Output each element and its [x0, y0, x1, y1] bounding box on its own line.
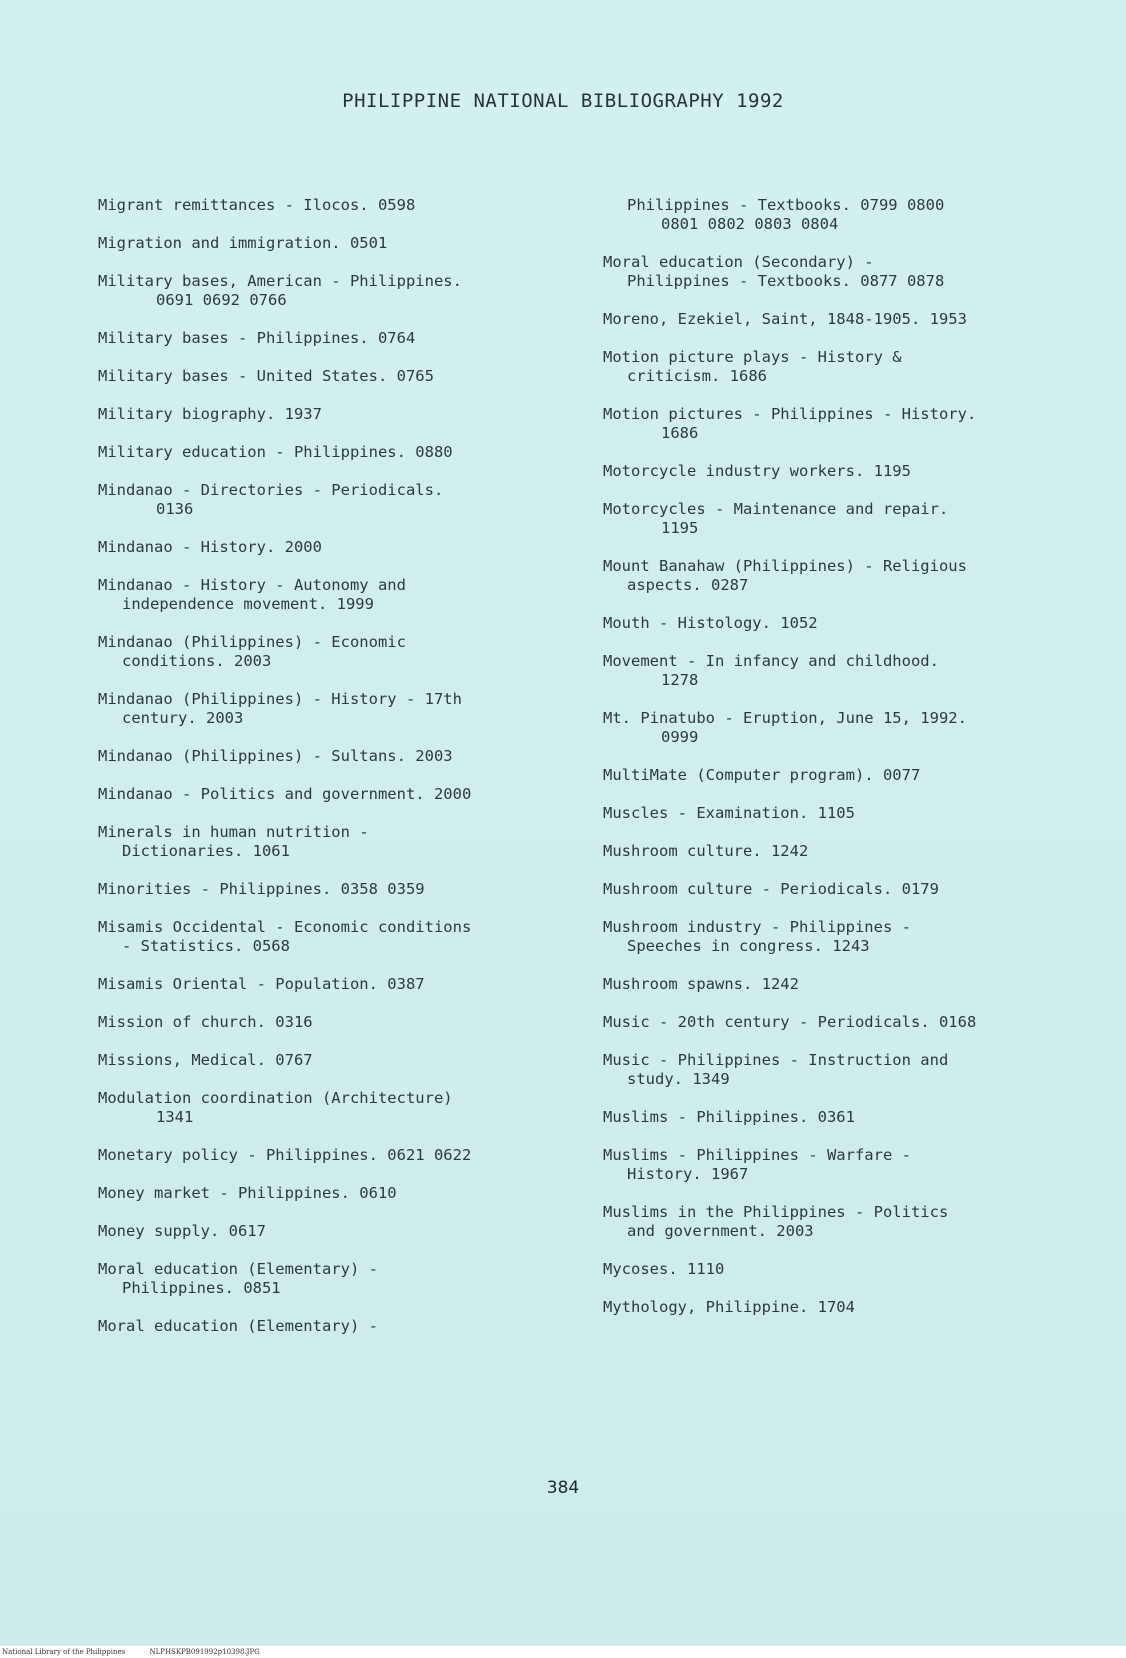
entry-heading: Muslims in the Philippines - Politics	[603, 1203, 949, 1221]
index-entry	[603, 1260, 1083, 1279]
entry-heading: Mindanao - History. 2000	[98, 538, 322, 556]
entry-heading: Mindanao - Directories - Periodicals.	[98, 481, 444, 499]
entry-heading: Migration and immigration. 0501	[98, 234, 388, 252]
index-entry	[603, 975, 1083, 994]
entry-heading: Minerals in human nutrition -	[98, 823, 369, 841]
entry-heading: Motorcycle industry workers. 1195	[603, 462, 911, 480]
index-entry	[98, 272, 578, 310]
entry-continuation: Philippines. 0851	[122, 1279, 281, 1297]
entry-heading: Mushroom culture - Periodicals. 0179	[603, 880, 939, 898]
index-entry	[98, 196, 578, 215]
index-entry	[603, 652, 1083, 690]
index-entry	[98, 747, 578, 766]
index-entry	[98, 234, 578, 253]
index-entry	[98, 1260, 578, 1298]
index-entry	[603, 310, 1083, 329]
entry-heading: Mission of church. 0316	[98, 1013, 313, 1031]
index-entry	[98, 329, 578, 348]
entry-heading: Muslims - Philippines - Warfare -	[603, 1146, 911, 1164]
index-entry	[603, 1298, 1083, 1317]
index-entry	[98, 785, 578, 804]
entry-heading: Mindanao - Politics and government. 2000	[98, 785, 472, 803]
entry-heading: Military biography. 1937	[98, 405, 322, 423]
entry-heading: Money supply. 0617	[98, 1222, 266, 1240]
entry-heading: Music - 20th century - Periodicals. 0168	[603, 1013, 977, 1031]
entry-continuation: 1686	[661, 424, 699, 442]
index-entry	[98, 633, 578, 671]
right-column	[603, 196, 1083, 1336]
index-entry	[603, 557, 1083, 595]
index-entry	[603, 842, 1083, 861]
index-entry	[603, 462, 1083, 481]
entry-heading: Military education - Philippines. 0880	[98, 443, 453, 461]
entry-continuation: 0691 0692 0766	[156, 291, 287, 309]
index-entry	[603, 880, 1083, 899]
index-entry	[603, 1203, 1083, 1241]
index-entry	[603, 253, 1083, 291]
index-entry	[603, 1013, 1083, 1032]
index-entry	[603, 804, 1083, 823]
continued-entry	[603, 196, 1083, 234]
entry-heading: Missions, Medical. 0767	[98, 1051, 313, 1069]
entry-heading: Minorities - Philippines. 0358 0359	[98, 880, 425, 898]
entry-continuation: and government. 2003	[627, 1222, 814, 1240]
entry-heading: Military bases, American - Philippines.	[98, 272, 462, 290]
entry-continuation: century. 2003	[122, 709, 244, 727]
entry-continuation: conditions. 2003	[122, 652, 272, 670]
entry-heading: Music - Philippines - Instruction and	[603, 1051, 949, 1069]
entry-continuation: 0136	[156, 500, 194, 518]
page-title: PHILIPPINE NATIONAL BIBLIOGRAPHY 1992	[342, 90, 784, 112]
footer	[0, 1646, 1126, 1658]
entry-heading: Modulation coordination (Architecture)	[98, 1089, 453, 1107]
page-number: 384	[546, 1478, 580, 1498]
entry-heading: Moral education (Elementary) -	[98, 1317, 378, 1335]
entry-heading: Mycoses. 1110	[603, 1260, 725, 1278]
entry-heading: Motion pictures - Philippines - History.	[603, 405, 977, 423]
entry-heading: Mindanao (Philippines) - History - 17th	[98, 690, 462, 708]
entry-continuation: Philippines - Textbooks. 0877 0878	[627, 272, 945, 290]
index-entry	[98, 1184, 578, 1203]
entry-heading: Mushroom culture. 1242	[603, 842, 809, 860]
index-entry	[98, 576, 578, 614]
entry-continuation: History. 1967	[627, 1165, 749, 1183]
entry-line: 0801 0802 0803 0804	[661, 215, 839, 233]
entry-heading: Mythology, Philippine. 1704	[603, 1298, 855, 1316]
entry-heading: Migrant remittances - Ilocos. 0598	[98, 196, 416, 214]
index-entry	[98, 1146, 578, 1165]
index-entry	[98, 443, 578, 462]
index-entry	[98, 481, 578, 519]
index-entry	[603, 1051, 1083, 1089]
entry-continuation: 1341	[156, 1108, 194, 1126]
entry-continuation: 1195	[661, 519, 699, 537]
entry-heading: Monetary policy - Philippines. 0621 0622	[98, 1146, 472, 1164]
entry-heading: Mushroom spawns. 1242	[603, 975, 799, 993]
entry-heading: Mushroom industry - Philippines -	[603, 918, 911, 936]
index-entry	[98, 823, 578, 861]
entry-heading: Muscles - Examination. 1105	[603, 804, 855, 822]
entry-heading: Moral education (Elementary) -	[98, 1260, 378, 1278]
index-entry	[98, 975, 578, 994]
entry-heading: Muslims - Philippines. 0361	[603, 1108, 855, 1126]
index-entry	[603, 709, 1083, 747]
index-entry	[98, 405, 578, 424]
entry-continuation: Speeches in congress. 1243	[627, 937, 870, 955]
left-column	[98, 196, 578, 1355]
entry-heading: Moral education (Secondary) -	[603, 253, 874, 271]
footer-file-id: NLPHSKPB091992p10398.JPG	[149, 1648, 260, 1656]
index-entry	[98, 1317, 578, 1336]
index-entry	[98, 1013, 578, 1032]
entry-heading: Money market - Philippines. 0610	[98, 1184, 397, 1202]
index-entry	[98, 1089, 578, 1127]
right-column-entries	[603, 253, 1083, 1317]
entry-heading: Mount Banahaw (Philippines) - Religious	[603, 557, 967, 575]
entry-continuation: Dictionaries. 1061	[122, 842, 290, 860]
index-entry	[98, 1051, 578, 1070]
entry-heading: Mindanao (Philippines) - Sultans. 2003	[98, 747, 453, 765]
index-entry	[603, 1146, 1083, 1184]
entry-heading: Misamis Oriental - Population. 0387	[98, 975, 425, 993]
entry-heading: Motorcycles - Maintenance and repair.	[603, 500, 949, 518]
index-entry	[98, 367, 578, 386]
index-entry	[603, 1108, 1083, 1127]
entry-continuation: 1278	[661, 671, 699, 689]
index-entry	[98, 538, 578, 557]
entry-heading: Mindanao (Philippines) - Economic	[98, 633, 406, 651]
entry-continuation: study. 1349	[627, 1070, 730, 1088]
entry-heading: Mouth - Histology. 1052	[603, 614, 818, 632]
entry-continuation: criticism. 1686	[627, 367, 767, 385]
entry-heading: Moreno, Ezekiel, Saint, 1848-1905. 1953	[603, 310, 967, 328]
index-entry	[603, 405, 1083, 443]
entry-heading: Motion picture plays - History &	[603, 348, 902, 366]
footer-institution: National Library of the Philippines	[2, 1648, 126, 1656]
entry-heading: MultiMate (Computer program). 0077	[603, 766, 921, 784]
entry-continuation: aspects. 0287	[627, 576, 749, 594]
index-entry	[603, 348, 1083, 386]
index-entry	[98, 1222, 578, 1241]
index-entry	[603, 918, 1083, 956]
index-entry	[98, 918, 578, 956]
entry-heading: Military bases - Philippines. 0764	[98, 329, 416, 347]
entry-continuation: - Statistics. 0568	[122, 937, 290, 955]
index-entry	[603, 614, 1083, 633]
entry-heading: Mindanao - History - Autonomy and	[98, 576, 406, 594]
index-entry	[98, 880, 578, 899]
entry-continuation: 0999	[661, 728, 699, 746]
index-entry	[603, 500, 1083, 538]
entry-continuation: independence movement. 1999	[122, 595, 374, 613]
index-entry	[98, 690, 578, 728]
index-entry	[603, 766, 1083, 785]
entry-heading: Movement - In infancy and childhood.	[603, 652, 939, 670]
entry-heading: Misamis Occidental - Economic conditions	[98, 918, 472, 936]
entry-line: Philippines - Textbooks. 0799 0800	[627, 196, 945, 214]
entry-heading: Mt. Pinatubo - Eruption, June 15, 1992.	[603, 709, 967, 727]
entry-heading: Military bases - United States. 0765	[98, 367, 434, 385]
